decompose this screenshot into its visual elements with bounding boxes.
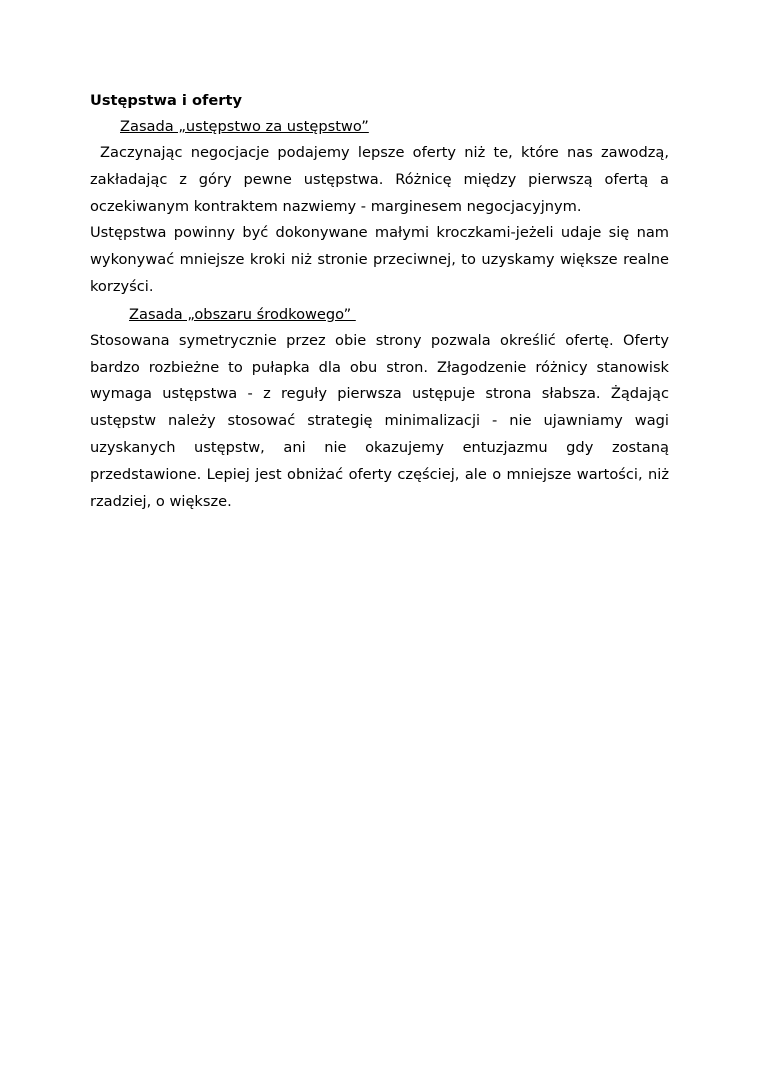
section-2-paragraph-1: Stosowana symetrycznie przez obie strony pozwala określić ofertę. Oferty bardzo rozbieżne to pułapka dla obu stron. Złagodzenie różnicy stanowisk wymaga ustępstwa - z reguły pierwsza ustępuje strona słabsza. Żądając ustępstw należy stosować strategię minimalizacji - nie ujawniamy wagi uzyskanych ustępstw, ani nie okazujemy entuzjazmu gdy zostaną przedstawione. Lepiej jest obniżać oferty częściej, ale o mniejsze wartości, niż rzadziej, o większe. xyxy=(90,331,669,510)
section-1-paragraph-2: Ustępstwa powinny być dokonywane małymi kroczkami-jeżeli udaje się nam wykonywać mniejsze kroki niż stronie przeciwnej, to uzyskamy większe realne korzyści. xyxy=(90,224,669,295)
document-heading: Ustępstwa i oferty xyxy=(90,92,242,109)
section-1-heading xyxy=(90,113,669,140)
section-2-heading xyxy=(90,301,669,328)
section-1-title: Zasada „ustępstwo za ustępstwo” xyxy=(120,118,369,135)
document-page xyxy=(90,88,669,515)
section-2-title: Zasada „obszaru środkowego” xyxy=(129,305,356,323)
section-1-paragraph-1: Zaczynając negocjacje podajemy lepsze oferty niż te, które nas zawodzą, zakładając z góry pewne ustępstwa. Różnicę między pierwszą ofertą a oczekiwanym kontraktem nazwiemy - marginesem negocjacyjnym. xyxy=(90,144,669,215)
